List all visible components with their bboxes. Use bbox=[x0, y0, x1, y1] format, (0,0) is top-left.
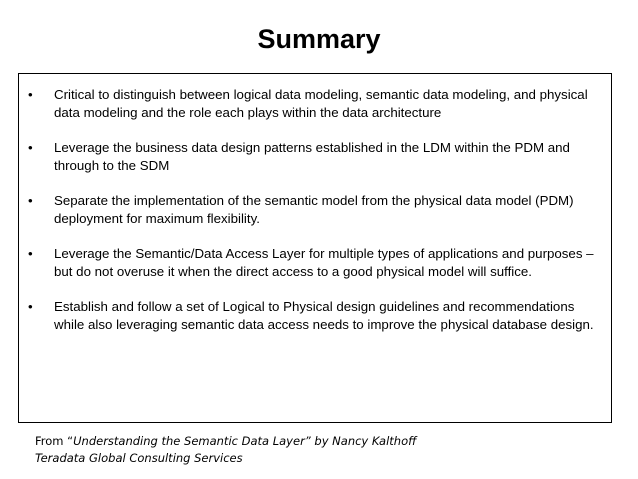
bullet-item bbox=[19, 139, 611, 175]
bullet-list bbox=[19, 86, 611, 334]
bullet-text: Leverage the business data design patterns established in the LDM within the PDM and through to the SDM bbox=[54, 140, 570, 173]
citation-prefix: From “ bbox=[35, 434, 74, 448]
bullet-item bbox=[19, 192, 611, 228]
bullet-text: Separate the implementation of the semantic model from the physical data model (PDM) deployment for maximum flexibility. bbox=[54, 193, 574, 226]
source-citation bbox=[35, 433, 416, 467]
bullet-icon: • bbox=[28, 299, 33, 314]
bullet-item bbox=[19, 245, 611, 281]
bullet-item bbox=[19, 86, 611, 122]
bullet-text: Leverage the Semantic/Data Access Layer for multiple types of applications and purposes – but do not overuse it when the direct access to a good physical model will suffice. bbox=[54, 246, 594, 279]
citation-line-1 bbox=[35, 433, 416, 450]
citation-author: ” by Nancy Kalthoff bbox=[304, 434, 417, 448]
bullet-item bbox=[19, 298, 611, 334]
summary-box bbox=[18, 73, 612, 423]
bullet-icon: • bbox=[28, 246, 33, 261]
citation-organization: Teradata Global Consulting Services bbox=[35, 451, 243, 465]
bullet-text: Critical to distinguish between logical data modeling, semantic data modeling, and physical data modeling and the role each plays within the data architecture bbox=[54, 87, 588, 120]
bullet-icon: • bbox=[28, 87, 33, 102]
bullet-icon: • bbox=[28, 193, 33, 208]
bullet-icon: • bbox=[28, 140, 33, 155]
bullet-text: Establish and follow a set of Logical to Physical design guidelines and recommendations while also leveraging semantic data access needs to improve the physical database design. bbox=[54, 299, 594, 332]
citation-source-title: Understanding the Semantic Data Layer bbox=[73, 434, 305, 448]
slide-title: Summary bbox=[257, 24, 381, 54]
